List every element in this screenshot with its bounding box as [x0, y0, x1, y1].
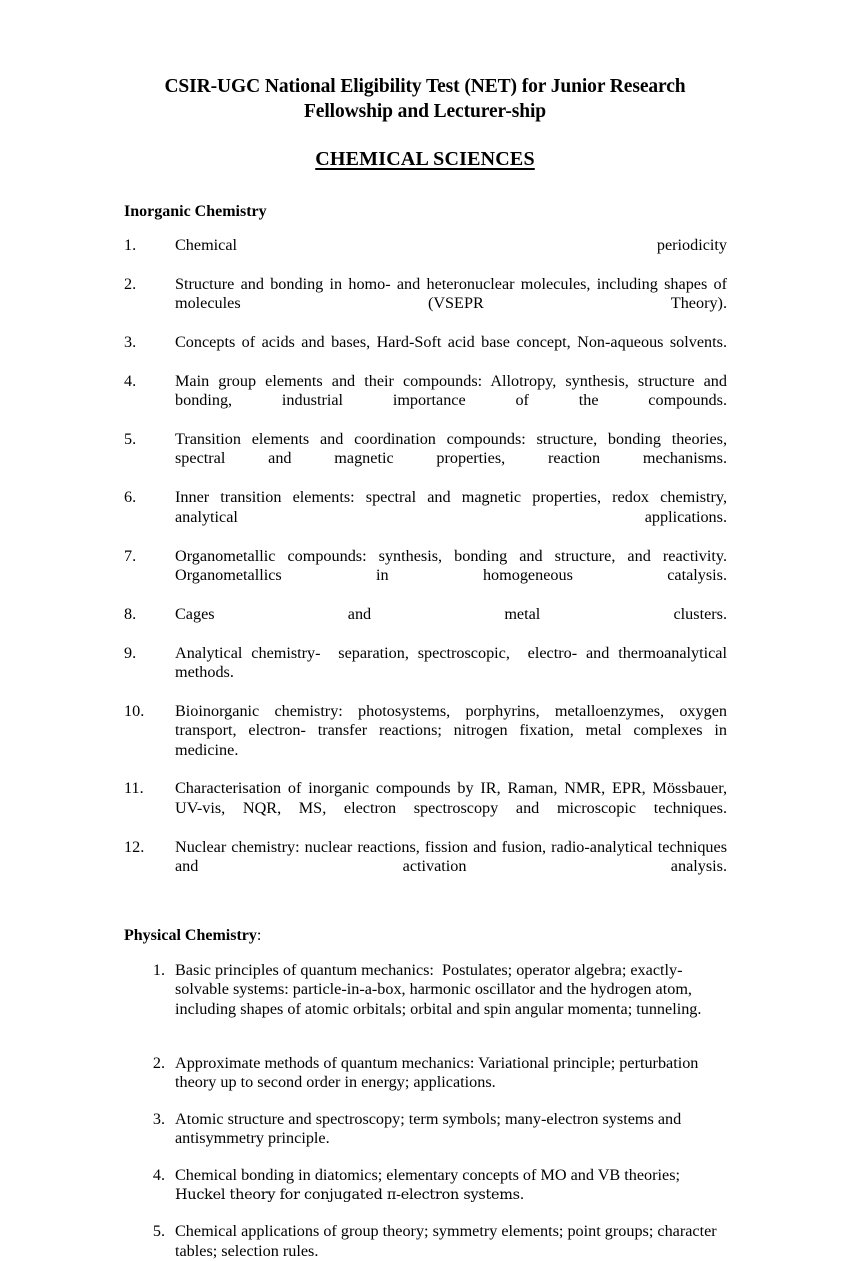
list-item — [124, 1222, 722, 1261]
physical-topic-list — [0, 946, 850, 1261]
list-item — [124, 701, 732, 780]
list-item-text: Cages and metal clusters. — [175, 604, 727, 623]
list-item-text: Atomic structure and spectroscopy; term symbols; many-electron systems and antisymmetry principle. — [175, 1109, 686, 1148]
list-item-text: Concepts of acids and bases, Hard-Soft acid base concept, Non-aqueous solvents. — [175, 333, 727, 352]
list-item-number: 4. — [152, 1165, 165, 1184]
list-item-number: 10. — [124, 701, 145, 720]
list-item-number: 6. — [124, 488, 137, 507]
list-item — [124, 605, 727, 644]
list-item-number: 5. — [124, 430, 137, 449]
list-item — [124, 961, 722, 1020]
subject-title — [0, 124, 850, 172]
list-item-number: 9. — [124, 643, 137, 662]
list-item — [124, 274, 732, 333]
list-item-number: 1. — [152, 960, 165, 979]
list-item — [124, 430, 732, 488]
list-item-number: 8. — [124, 604, 137, 623]
list-item-text: Nuclear chemistry: nuclear reactions, fission and fusion, radio-analytical techniques and activation analysis. — [175, 837, 732, 875]
section-heading-inorganic — [0, 172, 850, 222]
list-item — [124, 488, 732, 546]
list-item-text: Organometallic compounds: synthesis, bonding and structure, and reactivity. Organometallics in homogeneous catalysis. — [175, 546, 732, 584]
list-item — [124, 1166, 722, 1205]
section-heading-physical-tail: : — [256, 926, 262, 944]
section-heading-physical — [0, 896, 850, 946]
list-item-number: 7. — [124, 546, 137, 565]
page-title — [0, 0, 850, 124]
list-item — [124, 643, 732, 702]
list-item-text: Chemical periodicity — [175, 236, 727, 254]
title-line-1: CSIR-UGC National Eligibility Test (NET) for Junior Research — [164, 76, 686, 97]
list-item — [124, 333, 727, 372]
list-item-text: Basic principles of quantum mechanics: Postulates; operator algebra; exactly-solvable systems: particle-in-a-box, harmonic oscillator and the hydrogen atom, including shapes of atomic orbitals; orbital and spin angular momenta; tunneling. — [175, 960, 702, 1018]
list-item-number: 11. — [124, 779, 144, 798]
list-item — [124, 546, 732, 605]
list-item-text: Approximate methods of quantum mechanics: Variational principle; perturbation theory up to second order in energy; applications. — [175, 1053, 703, 1092]
list-item-text: Chemical bonding in diatomics; elementary concepts of MO and VB theories; — [175, 1165, 680, 1184]
list-item — [124, 371, 732, 430]
list-item-text: Chemical applications of group theory; symmetry elements; point groups; character tables; selection rules. — [175, 1222, 721, 1260]
title-line-2: Fellowship and Lecturer-ship — [303, 101, 547, 122]
list-item-text: Inner transition elements: spectral and magnetic properties, redox chemistry, analytical applications. — [175, 488, 732, 526]
list-item — [124, 1054, 722, 1093]
inorganic-topic-list — [0, 222, 850, 896]
list-item-text: Analytical chemistry- separation, spectroscopic, electro- and thermoanalytical methods. — [175, 643, 732, 681]
list-item-text: Structure and bonding in homo- and heteronuclear molecules, including shapes of molecules (VSEPR Theory). — [175, 274, 732, 313]
list-item-text: Characterisation of inorganic compounds by IR, Raman, NMR, EPR, Mössbauer, UV-vis, NQR, MS, electron spectroscopy and microscopic techniques. — [175, 779, 732, 817]
list-item-text: Bioinorganic chemistry: photosystems, porphyrins, metalloenzymes, oxygen transport, electron- transfer reactions; nitrogen fixation, metal complexes in medicine. — [175, 701, 732, 759]
list-item-number: 4. — [124, 371, 137, 390]
list-item-number: 12. — [124, 837, 145, 856]
list-item — [124, 779, 732, 837]
list-item — [124, 236, 727, 275]
list-item-number: 3. — [124, 333, 137, 352]
section-heading-physical-label: Physical Chemistry — [124, 926, 257, 944]
list-item-text: Main group elements and their compounds: Allotropy, synthesis, structure and bonding, industrial importance of the compounds. — [175, 371, 732, 410]
subject-title-text: CHEMICAL SCIENCES — [315, 148, 535, 170]
list-item-number: 5. — [152, 1222, 165, 1241]
list-item-number: 3. — [152, 1109, 165, 1128]
section-heading-inorganic-label: Inorganic Chemistry — [124, 203, 267, 220]
list-item-text-continuation: Huckel theory for conjugated π-electron systems. — [175, 1186, 525, 1203]
list-item — [124, 1110, 722, 1149]
list-item-text: Transition elements and coordination compounds: structure, bonding theories, spectral and magnetic properties, reaction mechanisms. — [175, 430, 732, 468]
list-item-number: 2. — [124, 274, 137, 293]
list-item-number: 2. — [152, 1053, 165, 1072]
list-item-number: 1. — [124, 236, 137, 254]
list-item — [124, 837, 732, 896]
